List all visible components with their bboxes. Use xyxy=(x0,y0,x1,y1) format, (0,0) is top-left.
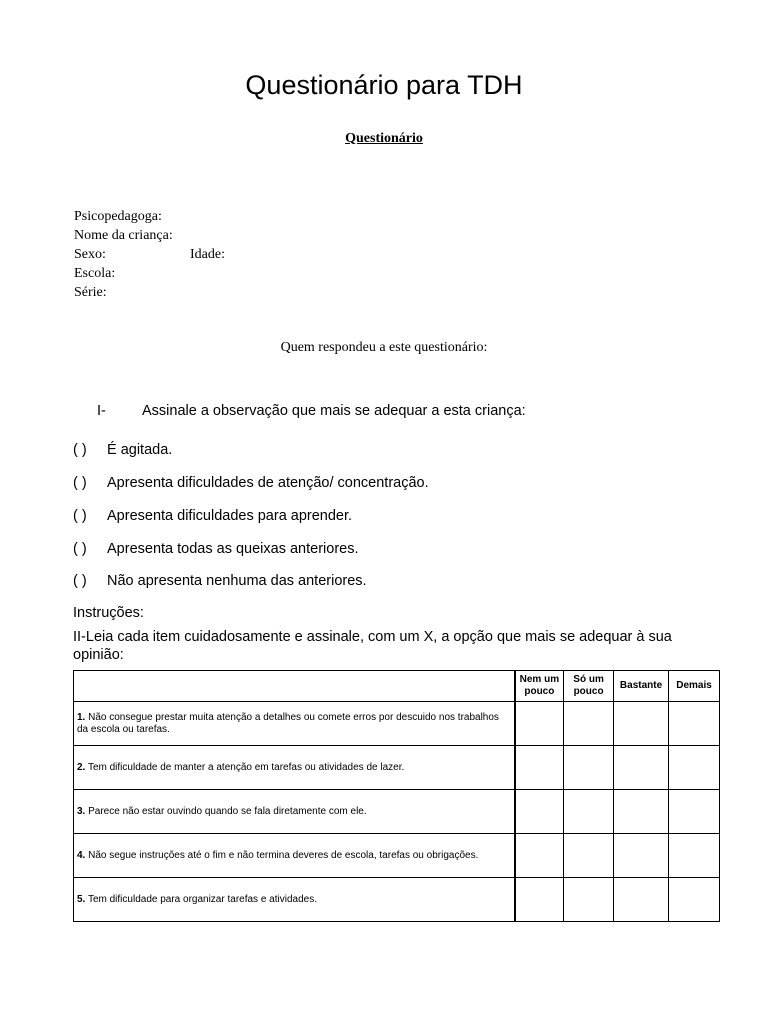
item-description: Tem dificuldade para organizar tarefas e atividades. xyxy=(87,893,317,905)
item-number: 1. xyxy=(77,711,86,723)
field-psicopedagoga: Psicopedagoga: xyxy=(74,209,162,224)
answer-cell[interactable] xyxy=(614,702,669,746)
answer-cell[interactable] xyxy=(614,790,669,834)
answer-cell[interactable] xyxy=(669,834,720,878)
table-row xyxy=(74,702,720,746)
option-checkbox[interactable]: ( ) xyxy=(73,475,87,491)
option-item xyxy=(73,475,429,491)
answer-cell[interactable] xyxy=(564,878,614,922)
field-serie: Série: xyxy=(74,285,107,300)
option-label: Não apresenta nenhuma das anteriores. xyxy=(107,573,367,589)
answer-cell[interactable] xyxy=(614,878,669,922)
item-description: Tem dificuldade de manter a atenção em tarefas ou atividades de lazer. xyxy=(87,761,405,773)
item-number: 2. xyxy=(77,761,86,773)
option-label: Apresenta dificuldades para aprender. xyxy=(107,508,353,524)
option-item xyxy=(73,442,172,458)
answer-cell[interactable] xyxy=(564,746,614,790)
answer-cell[interactable] xyxy=(669,878,720,922)
subtitle: Questionário xyxy=(345,131,423,146)
item-text xyxy=(74,878,515,922)
field-sexo: Sexo: xyxy=(74,247,106,262)
item-text xyxy=(74,790,515,834)
answer-cell[interactable] xyxy=(614,746,669,790)
item-description: Parece não estar ouvindo quando se fala diretamente com ele. xyxy=(88,805,367,817)
answer-cell[interactable] xyxy=(564,702,614,746)
answer-cell[interactable] xyxy=(515,702,564,746)
page-title: Questionário para TDH xyxy=(245,70,523,100)
item-description: Não consegue prestar muita atenção a detalhes ou comete erros por descuido nos trabalhos da escola ou tarefas. xyxy=(77,711,499,735)
answer-cell[interactable] xyxy=(564,834,614,878)
table-header-row xyxy=(74,671,720,702)
table-row xyxy=(74,746,720,790)
item-description: Não segue instruções até o fim e não termina deveres de escola, tarefas ou obrigações. xyxy=(88,849,479,861)
answer-cell[interactable] xyxy=(515,746,564,790)
option-item xyxy=(73,541,358,557)
answer-cell[interactable] xyxy=(669,702,720,746)
field-nome: Nome da criança: xyxy=(74,228,173,243)
instructions-label: Instruções: xyxy=(73,605,144,621)
item-text xyxy=(74,746,515,790)
table-row xyxy=(74,790,720,834)
header-item xyxy=(74,671,515,702)
section1-instruction: Assinale a observação que mais se adequar a esta criança: xyxy=(142,403,526,419)
option-label: É agitada. xyxy=(107,442,173,458)
option-checkbox[interactable]: ( ) xyxy=(73,442,87,458)
item-number: 5. xyxy=(77,893,86,905)
option-checkbox[interactable]: ( ) xyxy=(73,508,87,524)
option-checkbox[interactable]: ( ) xyxy=(73,573,87,589)
option-label: Apresenta dificuldades de atenção/ concentração. xyxy=(107,475,429,491)
answer-cell[interactable] xyxy=(669,746,720,790)
item-number: 3. xyxy=(77,805,86,817)
table-row xyxy=(74,834,720,878)
header-nem-um-pouco: Nem um pouco xyxy=(515,671,564,702)
table-row xyxy=(74,878,720,922)
option-item xyxy=(73,508,352,524)
respondent-label: Quem respondeu a este questionário: xyxy=(280,340,488,355)
field-idade: Idade: xyxy=(190,247,225,262)
item-text xyxy=(74,702,515,746)
item-number: 4. xyxy=(77,849,86,861)
section2-instruction: II-Leia cada item cuidadosamente e assinale, com um X, a opção que mais se adequar à sua opinião: xyxy=(73,629,672,663)
answer-cell[interactable] xyxy=(515,834,564,878)
answer-cell[interactable] xyxy=(614,834,669,878)
item-text xyxy=(74,834,515,878)
section1-number: I- xyxy=(97,403,106,419)
header-bastante: Bastante xyxy=(614,671,669,702)
answer-cell[interactable] xyxy=(564,790,614,834)
answer-cell[interactable] xyxy=(669,790,720,834)
answer-cell[interactable] xyxy=(515,790,564,834)
field-escola: Escola: xyxy=(74,266,116,281)
header-so-um-pouco: Só um pouco xyxy=(564,671,614,702)
questionnaire-table xyxy=(73,670,720,922)
answer-cell[interactable] xyxy=(515,878,564,922)
option-checkbox[interactable]: ( ) xyxy=(73,541,87,557)
option-item xyxy=(73,573,367,589)
option-label: Apresenta todas as queixas anteriores. xyxy=(107,541,359,557)
header-demais: Demais xyxy=(669,671,720,702)
